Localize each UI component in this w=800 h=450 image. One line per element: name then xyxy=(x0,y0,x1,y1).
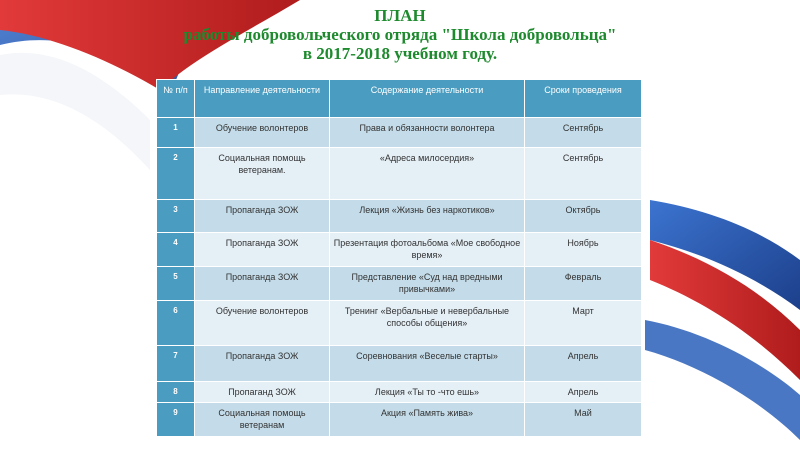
row-number: 3 xyxy=(157,200,195,233)
row-content: «Адреса милосердия» xyxy=(330,148,525,200)
row-content: Акция «Память жива» xyxy=(330,403,525,437)
table-row xyxy=(157,148,642,200)
title-line-2: работы добровольческого отряда "Школа добровольца" xyxy=(183,25,617,44)
page-title xyxy=(0,6,800,63)
row-number: 2 xyxy=(157,148,195,200)
table-row xyxy=(157,403,642,437)
row-content: Права и обязанности волонтера xyxy=(330,118,525,148)
table-header-row xyxy=(157,80,642,118)
title-line-1: ПЛАН xyxy=(374,6,426,25)
table-row xyxy=(157,118,642,148)
table-row xyxy=(157,267,642,301)
row-direction: Социальная помощь ветеранам. xyxy=(195,148,330,200)
row-content: Тренинг «Вербальные и невербальные способы общения» xyxy=(330,301,525,346)
header-content: Содержание деятельности xyxy=(330,80,525,118)
row-direction: Пропаганд ЗОЖ xyxy=(195,382,330,403)
row-term: Май xyxy=(525,403,642,437)
row-number: 9 xyxy=(157,403,195,437)
header-number: № п/п xyxy=(157,80,195,118)
header-direction: Направление деятельности xyxy=(195,80,330,118)
row-term: Ноябрь xyxy=(525,233,642,267)
row-direction: Пропаганда ЗОЖ xyxy=(195,267,330,301)
row-direction: Пропаганда ЗОЖ xyxy=(195,346,330,382)
row-number: 7 xyxy=(157,346,195,382)
row-term: Сентябрь xyxy=(525,118,642,148)
table-row xyxy=(157,346,642,382)
row-content: Лекция «Жизнь без наркотиков» xyxy=(330,200,525,233)
row-content: Представление «Суд над вредными привычками» xyxy=(330,267,525,301)
row-term: Март xyxy=(525,301,642,346)
row-number: 4 xyxy=(157,233,195,267)
row-direction: Социальная помощь ветеранам xyxy=(195,403,330,437)
table-row xyxy=(157,200,642,233)
row-content: Соревнования «Веселые старты» xyxy=(330,346,525,382)
title-line-3: в 2017-2018 учебном году. xyxy=(302,44,498,63)
row-direction: Обучение волонтеров xyxy=(195,301,330,346)
row-term: Апрель xyxy=(525,346,642,382)
row-number: 6 xyxy=(157,301,195,346)
table-row xyxy=(157,382,642,403)
row-direction: Пропаганда ЗОЖ xyxy=(195,200,330,233)
table-row xyxy=(157,301,642,346)
row-number: 5 xyxy=(157,267,195,301)
row-term: Сентябрь xyxy=(525,148,642,200)
table-row xyxy=(157,233,642,267)
row-number: 1 xyxy=(157,118,195,148)
row-term: Апрель xyxy=(525,382,642,403)
row-content: Лекция «Ты то -что ешь» xyxy=(330,382,525,403)
header-term: Сроки проведения xyxy=(525,80,642,118)
row-term: Февраль xyxy=(525,267,642,301)
row-content: Презентация фотоальбома «Мое свободное время» xyxy=(330,233,525,267)
row-direction: Пропаганда ЗОЖ xyxy=(195,233,330,267)
row-term: Октябрь xyxy=(525,200,642,233)
row-number: 8 xyxy=(157,382,195,403)
plan-table xyxy=(156,79,642,437)
row-direction: Обучение волонтеров xyxy=(195,118,330,148)
